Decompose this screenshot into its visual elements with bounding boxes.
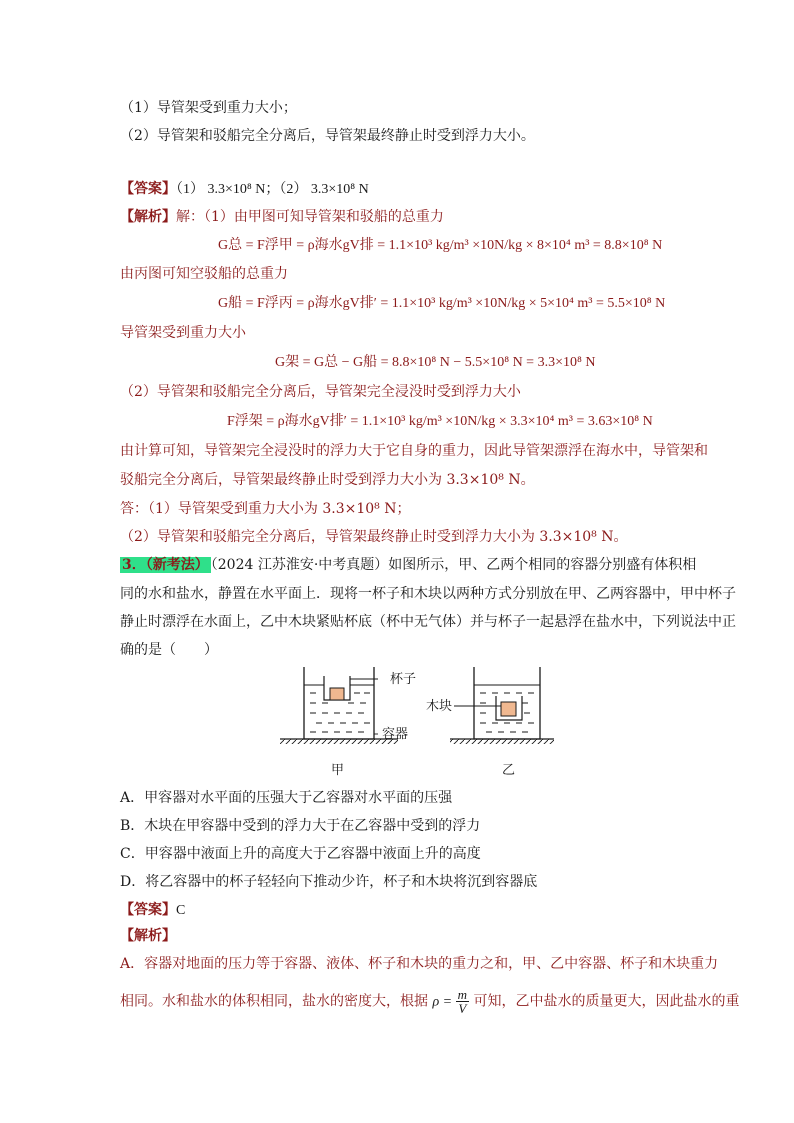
question-part-2: （2）导管架和驳船完全分离后，导管架最终静止时受到浮力大小。	[120, 128, 535, 144]
equation-4: F浮架 = ρ海水gV排′ = 1.1×10³ kg/m³ ×10N/kg × 3.3×10⁴ m³ = 3.63×10⁸ N	[227, 414, 653, 429]
option-d: D．将乙容器中的杯子轻轻向下推动少许，杯子和木块将沉到容器底	[120, 874, 538, 890]
container-figure	[278, 662, 558, 780]
text-part2: （2）导管架和驳船完全分离后，导管架完全浸没时受到浮力大小	[120, 384, 521, 400]
option-a: A．甲容器对水平面的压强大于乙容器对水平面的压强	[120, 790, 453, 806]
question-3-number: 3．（新考法）	[122, 557, 209, 573]
ground-jia	[280, 739, 398, 744]
answer-2-line	[120, 899, 185, 919]
label-block: 木块	[426, 699, 453, 714]
final-answer-2: （2）导管架和驳船完全分离后，导管架最终静止时受到浮力大小为 3.3×10⁸ N。	[120, 529, 628, 545]
conclusion-line-1: 由计算可知，导管架完全浸没时的浮力大于它自身的重力，因此导管架漂浮在海水中，导管架和	[120, 443, 708, 459]
option-b: B．木块在甲容器中受到的浮力大于在乙容器中受到的浮力	[120, 818, 481, 834]
question-3-line-4: 确的是（ ）	[120, 642, 218, 658]
equation-3: G架 = G总 − G船 = 8.8×10⁸ N − 5.5×10⁸ N = 3.3×10⁸ N	[275, 355, 596, 370]
answer-tag: 【答案】	[120, 181, 176, 197]
analysis-2-line-2	[120, 988, 739, 1015]
analysis-2-line-2b: 可知，乙中盐水的质量更大，因此盐水的重	[473, 993, 740, 1010]
container-yi	[454, 667, 540, 739]
analysis-tag: 【解析】	[120, 209, 176, 225]
analysis-2-tag: 【解析】	[120, 928, 176, 944]
block-yi	[501, 702, 516, 716]
density-formula: $\frac{m}{V}$	[457, 987, 468, 1016]
block-jia	[330, 688, 344, 700]
answer-text: （1） 3.3×10⁸ N；（2） 3.3×10⁸ N	[176, 182, 369, 197]
container-jia	[304, 667, 378, 739]
analysis-2-line-2a: 相同。水和盐水的体积相同，盐水的密度大，根据	[120, 993, 428, 1010]
analysis-intro: 解：（1）由甲图可知导管架和驳船的总重力	[176, 209, 444, 225]
label-jia: 甲	[331, 763, 345, 778]
answer-2-value: C	[176, 903, 186, 918]
equation-1: G总 = F浮甲 = ρ海水gV排 = 1.1×10³ kg/m³ ×10N/kg × 8×10⁴ m³ = 8.8×10⁸ N	[218, 238, 663, 253]
option-c: C．甲容器中液面上升的高度大于乙容器中液面上升的高度	[120, 846, 481, 862]
label-cup: 杯子	[390, 672, 417, 687]
answer-line	[120, 178, 369, 198]
answer-2-tag: 【答案】	[120, 902, 176, 918]
label-container: 容器	[382, 727, 409, 742]
analysis-intro-line	[120, 206, 444, 226]
final-answer-1: 答：（1）导管架受到重力大小为 3.3×10⁸ N；	[120, 501, 411, 517]
equation-2: G船 = F浮丙 = ρ海水gV排′ = 1.1×10³ kg/m³ ×10N/kg × 5×10⁴ m³ = 5.5×10⁸ N	[218, 296, 666, 311]
ground-yi	[450, 739, 554, 744]
label-yi: 乙	[502, 763, 516, 778]
text-bing: 由丙图可知空驳船的总重力	[120, 266, 288, 282]
question-3-line-2: 同的水和盐水，静置在水平面上．现将一杯子和木块以两种方式分别放在甲、乙两容器中，甲中杯子	[120, 586, 736, 602]
text-gravity: 导管架受到重力大小	[120, 325, 246, 341]
question-3-line-3: 静止时漂浮在水面上，乙中木块紧贴杯底（杯中无气体）并与杯子一起悬浮在盐水中，下列说法中正	[120, 614, 736, 630]
density-symbol: ρ =	[432, 994, 456, 1010]
question-3-source: （2024 江苏淮安·中考真题）如图所示，甲、乙两个相同的容器分别盛有体积相	[210, 557, 697, 573]
analysis-2-line-1: A．容器对地面的压力等于容器、液体、杯子和木块的重力之和，甲、乙中容器、杯子和木块重力	[120, 956, 719, 972]
conclusion-line-2: 驳船完全分离后，导管架最终静止时受到浮力大小为 3.3×10⁸ N。	[120, 472, 535, 488]
question-part-1: （1）导管架受到重力大小；	[120, 100, 297, 116]
question-3-line-1	[120, 554, 696, 574]
